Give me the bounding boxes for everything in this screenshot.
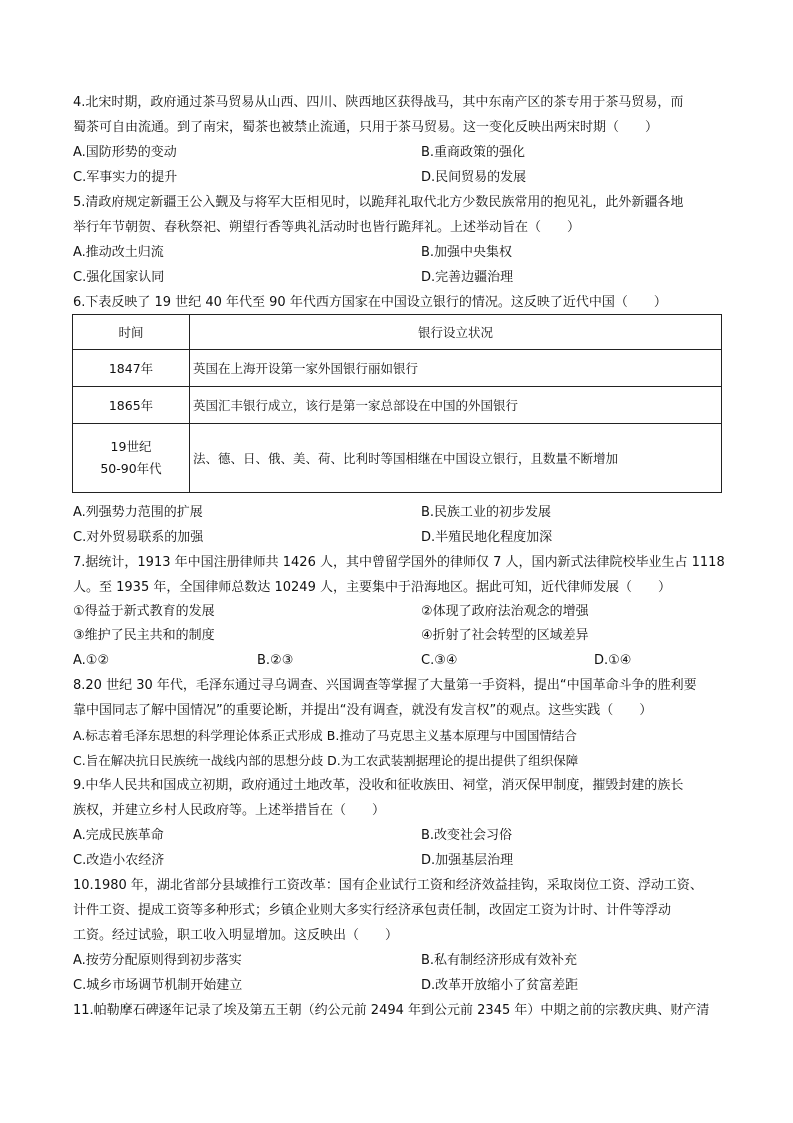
q7-statement-3: ③维护了民主共和的制度 xyxy=(73,628,215,643)
q7-statement-4: ④折射了社会转型的区域差异 xyxy=(421,628,589,643)
q9-option-c: C.改造小农经济 xyxy=(73,853,165,868)
q7-statement-2: ②体现了政府法治观念的增强 xyxy=(421,604,589,619)
q5-option-d: D.完善边疆治理 xyxy=(421,270,514,285)
table-row xyxy=(73,424,722,493)
q10-option-c: C.城乡市场调节机制开始建立 xyxy=(73,978,243,993)
bank-table xyxy=(72,314,722,493)
table-row xyxy=(73,350,722,387)
q7-stem-line2: 人。至 1935 年，全国律师总数达 10249 人，主要集中于沿海地区。据此可知，近代律师发展（ ） xyxy=(73,580,671,595)
table-cell-time: 1847年 xyxy=(73,350,190,387)
q10-stem-line1: 10.1980 年，湖北省部分县域推行工资改革：国有企业试行工资和经济效益挂钩，采取岗位工资、浮动工资、 xyxy=(73,878,703,893)
q8-stem-line1: 8.20 世纪 30 年代，毛泽东通过寻乌调查、兴国调查等掌握了大量第一手资料，提出“中国革命斗争的胜利要 xyxy=(73,678,697,693)
q8-options-cd: C.旨在解决抗日民族统一战线内部的思想分歧 D.为工农武装割据理论的提出提供了组织保障 xyxy=(73,753,579,768)
q9-stem-line1: 9.中华人民共和国成立初期，政府通过土地改革，没收和征收族田、祠堂，消灭保甲制度，摧毁封建的族长 xyxy=(73,778,684,793)
q6-option-c: C.对外贸易联系的加强 xyxy=(73,530,204,545)
q7-option-d: D.①④ xyxy=(594,653,632,668)
q10-option-a: A.按劳分配原则得到初步落实 xyxy=(73,953,242,968)
table-header-status: 银行设立状况 xyxy=(190,315,722,350)
q6-stem: 6.下表反映了 19 世纪 40 年代至 90 年代西方国家在中国设立银行的情况。这反映了近代中国（ ） xyxy=(73,295,667,310)
q11-stem-line1: 11.帕勒摩石碑逐年记录了埃及第五王朝（约公元前 2494 年到公元前 2345 年）中期之前的宗教庆典、财产清 xyxy=(73,1003,710,1018)
q4-option-c: C.军事实力的提升 xyxy=(73,170,178,185)
table-cell-desc: 法、德、日、俄、美、荷、比利时等国相继在中国设立银行，且数量不断增加 xyxy=(190,424,722,493)
q4-option-d: D.民间贸易的发展 xyxy=(421,170,527,185)
table-cell-desc: 英国在上海开设第一家外国银行丽如银行 xyxy=(190,350,722,387)
q9-option-a: A.完成民族革命 xyxy=(73,828,164,843)
q8-stem-line2: 靠中国同志了解中国情况”的重要论断，并提出“没有调查，就没有发言权”的观点。这些实践（ ） xyxy=(73,703,653,718)
q9-option-d: D.加强基层治理 xyxy=(421,853,514,868)
q6-option-d: D.半殖民地化程度加深 xyxy=(421,530,553,545)
table-cell-desc: 英国汇丰银行成立，该行是第一家总部设在中国的外国银行 xyxy=(190,387,722,424)
q7-statement-1: ①得益于新式教育的发展 xyxy=(73,604,215,619)
q10-option-b: B.私有制经济形成有效补充 xyxy=(421,953,578,968)
q7-stem-line1: 7.据统计，1913 年中国注册律师共 1426 人，其中曾留学国外的律师仅 7 人，国内新式法律院校毕业生占 1118 xyxy=(73,555,725,570)
q10-stem-line2: 计件工资、提成工资等多种形式；乡镇企业则大多实行经济承包责任制，改固定工资为计时、计件等浮动 xyxy=(73,903,672,918)
q10-stem-line3: 工资。经过试验，职工收入明显增加。这反映出（ ） xyxy=(73,928,399,943)
table-cell-time xyxy=(73,424,190,493)
q4-stem-line1: 4.北宋时期，政府通过茶马贸易从山西、四川、陕西地区获得战马，其中东南产区的茶专用于茶马贸易，而 xyxy=(73,95,684,110)
q9-stem-line2: 族权，并建立乡村人民政府等。上述举措旨在（ ） xyxy=(73,803,386,818)
q8-options-ab: A.标志着毛泽东思想的科学理论体系正式形成 B.推动了马克思主义基本原理与中国国情结合 xyxy=(73,728,577,743)
q4-option-a: A.国防形势的变动 xyxy=(73,145,177,160)
q7-option-c: C.③④ xyxy=(421,653,458,668)
q7-option-b: B.②③ xyxy=(257,653,294,668)
q6-option-a: A.列强势力范围的扩展 xyxy=(73,505,203,520)
q4-stem-line2: 蜀茶可自由流通。到了南宋，蜀茶也被禁止流通，只用于茶马贸易。这一变化反映出两宋时期（ ） xyxy=(73,120,659,135)
q7-option-a: A.①② xyxy=(73,653,110,668)
table-cell-time-line2: 50-90年代 xyxy=(100,461,162,476)
q5-option-c: C.强化国家认同 xyxy=(73,270,165,285)
q5-stem-line1: 5.清政府规定新疆王公入觐及与将军大臣相见时，以跪拜礼取代北方少数民族常用的抱见礼，此外新疆各地 xyxy=(73,195,684,210)
table-row xyxy=(73,387,722,424)
q4-option-b: B.重商政策的强化 xyxy=(421,145,526,160)
q5-option-b: B.加强中央集权 xyxy=(421,245,513,260)
q6-option-b: B.民族工业的初步发展 xyxy=(421,505,552,520)
q5-stem-line2: 举行年节朝贺、春秋祭祀、朔望行香等典礼活动时也皆行跪拜礼。上述举动旨在（ ） xyxy=(73,220,581,235)
table-cell-time-line1: 19世纪 xyxy=(110,439,152,454)
table-header-time: 时间 xyxy=(73,315,190,350)
table-cell-time: 1865年 xyxy=(73,387,190,424)
q5-option-a: A.推动改土归流 xyxy=(73,245,164,260)
q9-option-b: B.改变社会习俗 xyxy=(421,828,513,843)
q10-option-d: D.改革开放缩小了贫富差距 xyxy=(421,978,579,993)
